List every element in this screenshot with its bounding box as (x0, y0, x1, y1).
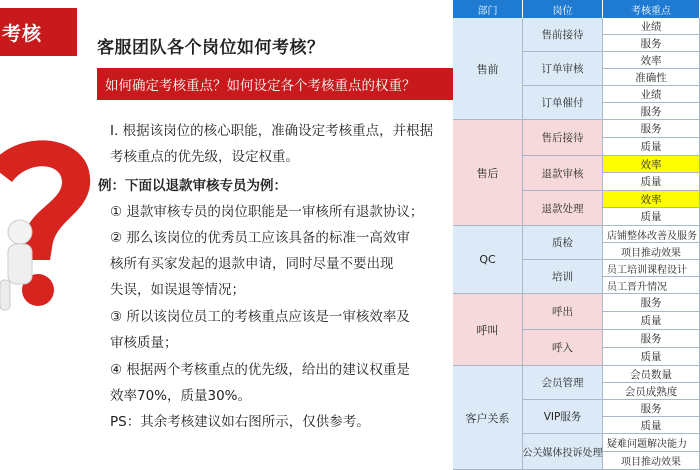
example-heading: 例：下面以退款审核专员为例： (98, 178, 287, 194)
question-banner: 如何确定考核重点？如何设定各个考核重点的权重？ (97, 68, 467, 100)
assessment-table (453, 0, 700, 470)
point-cell: 服务 (603, 120, 700, 138)
point-cell: 业绩 (603, 18, 700, 35)
dept-cell: 售前 (453, 18, 523, 120)
point-cell: 质量 (603, 138, 700, 156)
text-line: ③ 所以该岗位员工的考核重点应该是一审核效率及 (110, 309, 410, 325)
point-cell: 准确性 (603, 69, 700, 86)
post-cell: 退款审核 (523, 156, 603, 191)
point-cell: 会员数量 (603, 366, 700, 383)
point-cell: 服务 (603, 103, 700, 120)
point-cell: 会员成熟度 (603, 383, 700, 400)
point-cell: 质量 (603, 173, 700, 191)
post-cell: 退款处理 (523, 191, 603, 226)
point-cell: 效率 (603, 52, 700, 69)
text-line: I. 根据该岗位的核心职能，准确设定考核重点，并根据 (110, 123, 434, 139)
text-line: 效率70%，质量30%。 (110, 388, 252, 404)
point-cell: 员工培训课程设计 (603, 260, 700, 277)
point-cell: 疑难问题解决能力 (603, 434, 700, 452)
point-cell: 质量 (603, 208, 700, 226)
post-cell: 公关媒体投诉处理 (523, 434, 603, 470)
text-line: 失误，如误退等情况； (110, 282, 245, 298)
post-cell: 质检 (523, 226, 603, 260)
point-cell: 服务 (603, 294, 700, 312)
point-cell: 服务 (603, 330, 700, 348)
post-cell: 培训 (523, 260, 603, 294)
dept-cell: 售后 (453, 120, 523, 226)
post-cell: 呼出 (523, 294, 603, 330)
text-line: 核所有买家发起的退款申请，同时尽量不要出现 (110, 256, 394, 272)
text-line: ② 那么该岗位的优秀员工应该具备的标准一高效审 (110, 230, 410, 246)
post-cell: 会员管理 (523, 366, 603, 400)
point-cell: 项目推动效果 (603, 243, 700, 260)
point-cell: 质量 (603, 312, 700, 330)
point-cell: 员工晋升情况 (603, 277, 700, 294)
dept-cell: QC (453, 226, 523, 294)
post-cell: VIP服务 (523, 400, 603, 434)
point-cell-highlight: 效率 (603, 191, 700, 208)
point-cell: 质量 (603, 348, 700, 366)
point-cell: 店铺整体改善及服务 (603, 226, 700, 243)
post-cell: 呼入 (523, 330, 603, 366)
text-line: 审核质量； (110, 335, 178, 351)
text-line: ④ 根据两个考核重点的优先级，给出的建议权重是 (110, 362, 410, 378)
text-line: PS：其余考核建议如右图所示，仅供参考。 (110, 414, 370, 430)
header-points: 考核重点 (603, 0, 700, 18)
dept-cell: 呼叫 (453, 294, 523, 366)
page-title: 客服团队各个岗位如何考核？ (97, 38, 325, 58)
text-line: 考核重点的优先级，设定权重。 (110, 149, 299, 165)
point-cell: 服务 (603, 400, 700, 417)
dept-cell: 客户关系 (453, 366, 523, 470)
post-cell: 订单审核 (523, 52, 603, 86)
post-cell: 售后接待 (523, 120, 603, 156)
question-mark-figure-icon (0, 130, 100, 320)
header-post: 岗位 (523, 0, 603, 18)
point-cell: 服务 (603, 35, 700, 52)
header-dept: 部门 (453, 0, 523, 18)
text-line: ① 退款审核专员的岗位职能是一审核所有退款协议； (110, 204, 424, 220)
point-cell: 质量 (603, 417, 700, 434)
point-cell: 业绩 (603, 86, 700, 103)
point-cell: 项目推动效果 (603, 452, 700, 470)
post-cell: 订单催付 (523, 86, 603, 120)
post-cell: 售前接待 (523, 18, 603, 52)
section-badge: 考核 (0, 8, 77, 56)
point-cell-highlight: 效率 (603, 156, 700, 173)
